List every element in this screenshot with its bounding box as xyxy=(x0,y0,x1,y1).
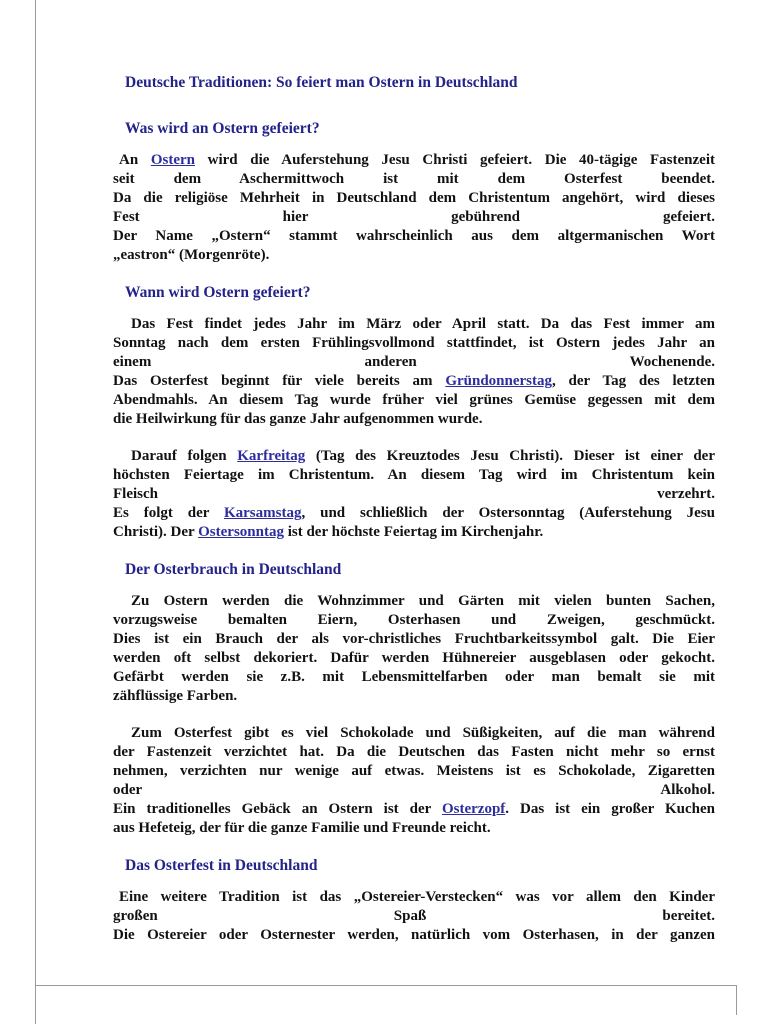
text-run: nehmen, verzichten nur wenige auf etwas. Meistens ist es Schokolade, Zigaretten xyxy=(113,763,715,779)
text-run: wird die Auferstehung Jesu Christi gefeiert. Die 40-tägige Fastenzeit xyxy=(195,152,715,168)
section-heading: Was wird an Ostern gefeiert? xyxy=(125,120,320,137)
text-run: die Heilwirkung für das ganze Jahr aufgenommen wurde. xyxy=(113,411,483,427)
text-run: Gefärbt werden sie z.B. mit Lebensmittelfarben oder man bemalt sie mit xyxy=(113,669,715,685)
text-run: Abendmahls. An diesem Tag wurde früher viel grünes Gemüse gegessen mit dem xyxy=(113,392,715,408)
text-run: zähflüssige Farben. xyxy=(113,688,238,704)
text-line xyxy=(113,246,715,265)
paragraph xyxy=(113,888,715,945)
text-line xyxy=(113,410,715,429)
text-run: Das Osterfest beginnt für viele bereits am xyxy=(113,373,446,389)
text-line xyxy=(113,649,715,668)
text-line xyxy=(113,334,715,353)
text-line xyxy=(113,504,715,523)
section-heading: Wann wird Ostern gefeiert? xyxy=(125,284,311,301)
text-line xyxy=(113,687,715,706)
text-run: , der Tag des letzten xyxy=(552,373,715,389)
link-karsamstag[interactable]: Karsamstag xyxy=(223,505,302,521)
text-line xyxy=(113,189,715,208)
link-karfreitag[interactable]: Karfreitag xyxy=(237,448,306,464)
text-run: vorzugsweise bemalten Eiern, Osterhasen und Zweigen, geschmückt. xyxy=(113,612,715,628)
paragraph xyxy=(113,592,715,706)
text-line xyxy=(113,372,715,391)
text-run: großen Spaß bereitet. xyxy=(113,908,715,924)
text-run: Zum Osterfest gibt es viel Schokolade und Süßigkeiten, auf die man während xyxy=(131,725,715,741)
text-run: Da die religiöse Mehrheit in Deutschland dem Christentum angehört, wird dieses xyxy=(113,190,715,206)
text-line xyxy=(113,523,715,542)
text-line xyxy=(113,353,715,372)
text-run: „eastron“ (Morgenröte). xyxy=(113,247,270,263)
text-line xyxy=(113,592,715,611)
document-content xyxy=(113,73,715,963)
paragraph xyxy=(113,151,715,265)
text-run: Darauf folgen xyxy=(131,448,238,464)
section-heading: Der Osterbrauch in Deutschland xyxy=(125,561,342,578)
page-border-right-tick xyxy=(736,985,737,1015)
text-run: Dies ist ein Brauch der als vor-christliches Fruchtbarkeitssymbol galt. Die Eier xyxy=(113,631,715,647)
text-line xyxy=(113,611,715,630)
text-run: (Tag des Kreuztodes Jesu Christi). Dieser ist einer der xyxy=(305,448,715,464)
text-line xyxy=(113,391,715,410)
text-run: . Das ist ein großer Kuchen xyxy=(505,801,715,817)
text-run: der Fastenzeit verzichtet hat. Da die Deutschen das Fasten nicht mehr so ernst xyxy=(113,744,715,760)
text-run: seit dem Aschermittwoch ist mit dem Osterfest beendet. xyxy=(113,171,715,187)
text-run: Eine weitere Tradition ist das „Ostereier-Verstecken“ was vor allem den Kinder xyxy=(119,889,715,905)
text-run: Zu Ostern werden die Wohnzimmer und Gärten mit vielen bunten Sachen, xyxy=(131,593,715,609)
text-line xyxy=(113,800,715,819)
text-line xyxy=(113,888,715,907)
link-ostern[interactable]: Ostern xyxy=(150,152,195,168)
text-line xyxy=(113,743,715,762)
text-line xyxy=(113,724,715,743)
text-run: , und schließlich der Ostersonntag (Auferstehung Jesu xyxy=(301,505,715,521)
section-heading: Das Osterfest in Deutschland xyxy=(125,857,318,874)
link-osterzopf[interactable]: Osterzopf xyxy=(441,801,506,817)
text-line xyxy=(113,447,715,466)
text-line xyxy=(113,227,715,246)
paragraph xyxy=(113,724,715,838)
text-line xyxy=(113,781,715,800)
text-run: Die Ostereier oder Osternester werden, natürlich vom Osterhasen, in der ganzen xyxy=(113,927,715,943)
text-line xyxy=(113,151,715,170)
text-line xyxy=(113,926,715,945)
text-line xyxy=(113,170,715,189)
text-run: aus Hefeteig, der für die ganze Familie und Freunde reicht. xyxy=(113,820,491,836)
paragraph xyxy=(113,447,715,542)
text-line xyxy=(113,819,715,838)
text-line xyxy=(113,762,715,781)
text-run: Der Name „Ostern“ stammt wahrscheinlich aus dem altgermanischen Wort xyxy=(113,228,715,244)
document-title: Deutsche Traditionen: So feiert man Ostern in Deutschland xyxy=(125,74,518,91)
text-run: Es folgt der xyxy=(113,505,224,521)
link-gruendonnerstag[interactable]: Gründonnerstag xyxy=(445,373,552,389)
page-border-bottom xyxy=(35,985,736,986)
text-line xyxy=(113,668,715,687)
text-run: werden oft selbst dekoriert. Dafür werden Hühnereier ausgeblasen oder gekocht. xyxy=(113,650,715,666)
text-run: Ein traditionelles Gebäck an Ostern ist der xyxy=(113,801,442,817)
text-run: Fleisch verzehrt. xyxy=(113,486,715,502)
text-run: einem anderen Wochenende. xyxy=(113,354,715,370)
text-run: höchsten Feiertage im Christentum. An diesem Tag wird im Christentum kein xyxy=(113,467,715,483)
text-line xyxy=(113,466,715,485)
page-border-left xyxy=(35,0,36,1024)
text-run: Fest hier gebührend gefeiert. xyxy=(113,209,715,225)
paragraph xyxy=(113,315,715,429)
text-line xyxy=(113,485,715,504)
text-line xyxy=(113,315,715,334)
text-line xyxy=(113,208,715,227)
text-run: Sonntag nach dem ersten Frühlingsvollmond stattfindet, ist Ostern jedes Jahr an xyxy=(113,335,715,351)
text-run: Das Fest findet jedes Jahr im März oder April statt. Da das Fest immer am xyxy=(131,316,715,332)
text-run: Christi). Der xyxy=(113,524,199,540)
text-line xyxy=(113,907,715,926)
text-run: An xyxy=(119,152,151,168)
text-run: oder Alkohol. xyxy=(113,782,715,798)
text-run: ist der höchste Feiertag im Kirchenjahr. xyxy=(283,524,544,540)
text-line xyxy=(113,630,715,649)
link-ostersonntag[interactable]: Ostersonntag xyxy=(198,524,284,540)
